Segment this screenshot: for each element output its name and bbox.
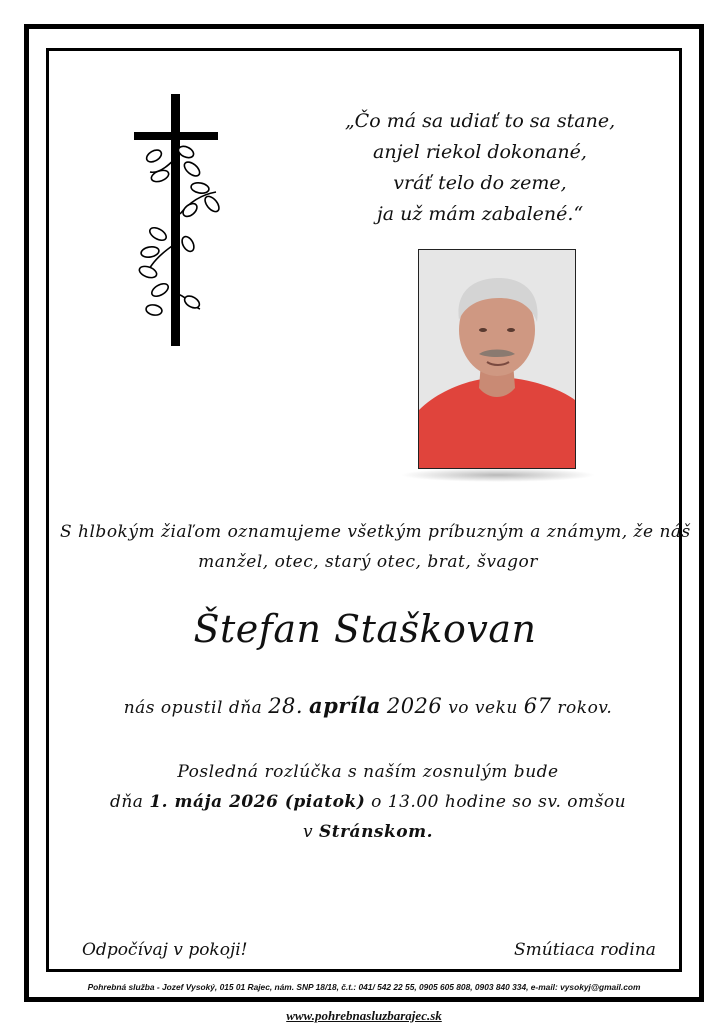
passing-prefix: nás opustil dňa: [123, 698, 263, 718]
passing-day: 28.: [268, 694, 304, 718]
passing-age-prefix: vo veku: [448, 698, 518, 718]
funeral-date-prefix: dňa: [109, 792, 144, 812]
passing-age: 67: [523, 694, 552, 718]
announcement: [60, 517, 691, 577]
family-signature: Smútiaca rodina: [514, 940, 656, 960]
motto-line: anjel riekol dokonané,: [373, 141, 587, 163]
motto-line: „Čo má sa udiať to sa stane,: [344, 110, 616, 132]
funeral-place-prefix: v: [302, 822, 314, 842]
motto-line: vráť telo do zeme,: [393, 172, 567, 194]
funeral-line-3: [60, 817, 676, 847]
announcement-line-2: manžel, otec, starý otec, brat, švagor: [198, 552, 538, 572]
photo-shadow: [400, 468, 596, 482]
funeral-place: Stránskom.: [318, 822, 434, 842]
cross-icon: [130, 94, 230, 346]
funeral-line-2: [60, 787, 676, 817]
passing-year: 2026: [386, 694, 443, 718]
rip-text: Odpočívaj v pokoji!: [82, 940, 248, 960]
announcement-line-1: S hlbokým žiaľom oznamujeme všetkým príbuzným a známym, že náš: [60, 522, 691, 542]
website-link[interactable]: www.pohrebnasluzbarajec.sk: [286, 1008, 442, 1023]
funeral-line-1: Posledná rozlúčka s naším zosnulým bude: [177, 762, 559, 782]
passing-month: apríla: [309, 693, 381, 718]
funeral-service-footer: Pohrebná služba - Jozef Vysoký, 015 01 Rajec, nám. SNP 18/18, č.t.: 041/ 542 22 55, 0905 605 808, 0903 840 334, e-mail: vysokyj@gmail.com: [87, 982, 641, 992]
portrait-photo: [418, 249, 576, 469]
deceased-name: Štefan Staškovan: [193, 607, 537, 651]
passing-notice: [60, 693, 676, 718]
funeral-date: 1. mája 2026 (piatok): [149, 792, 366, 812]
passing-age-suffix: rokov.: [557, 698, 613, 718]
motto-verse: [340, 106, 620, 230]
funeral-time: o 13.00 hodine so sv. omšou: [371, 792, 627, 812]
funeral-notice: [60, 757, 676, 847]
motto-line: ja už mám zabalené.“: [376, 203, 584, 225]
